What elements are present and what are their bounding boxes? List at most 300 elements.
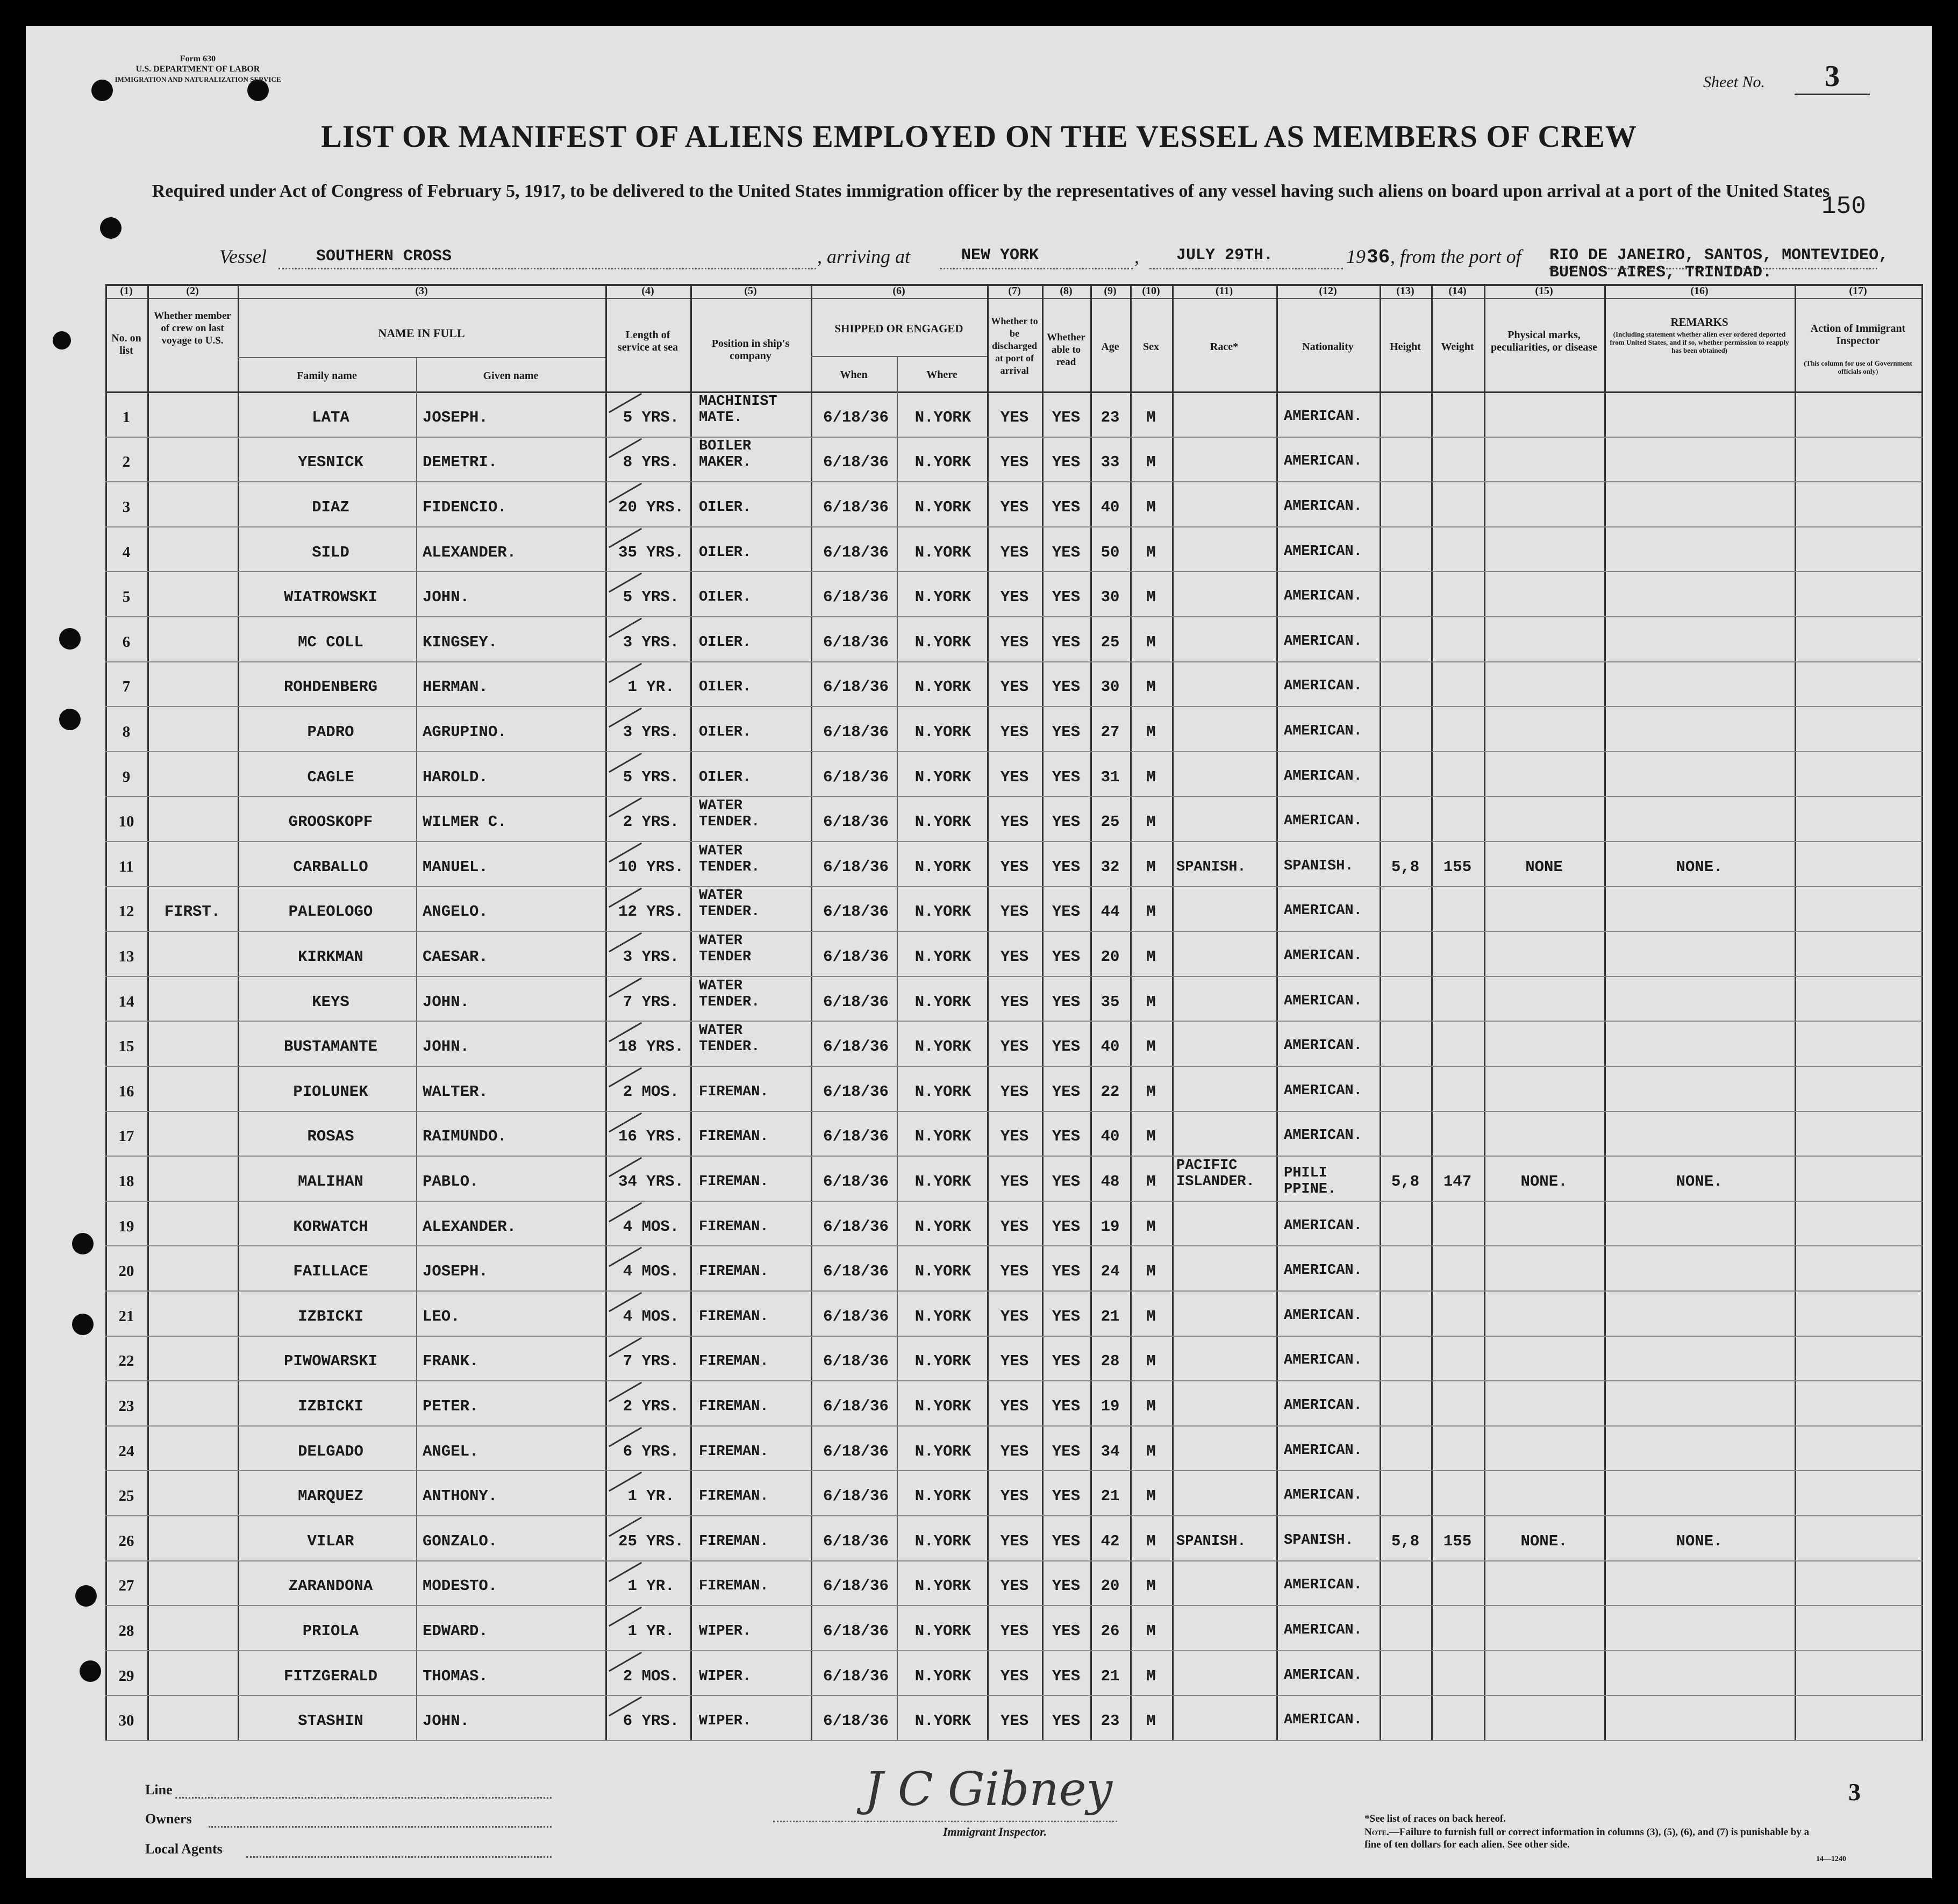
cell-read: YES xyxy=(1052,678,1081,696)
cell-no: 28 xyxy=(118,1622,134,1639)
cell-no: 27 xyxy=(118,1577,134,1595)
cell-no: 4 xyxy=(122,543,131,561)
row-divider xyxy=(105,661,1923,662)
cell-sex: M xyxy=(1146,1622,1156,1640)
cell-height: 5,8 xyxy=(1391,858,1420,876)
row-divider xyxy=(105,1605,1923,1606)
cell-sex: M xyxy=(1146,588,1156,607)
cell-family: ZARANDONA xyxy=(288,1577,373,1595)
cell-given: ANGEL. xyxy=(423,1442,479,1460)
binder-hole xyxy=(72,1233,94,1254)
cell-where: N.YORK xyxy=(914,768,971,786)
cell-sex: M xyxy=(1146,1532,1156,1550)
cell-weight: 147 xyxy=(1443,1173,1472,1190)
cell-discharged: YES xyxy=(1000,408,1029,426)
row-divider xyxy=(105,1021,1923,1022)
cell-where: N.YORK xyxy=(914,633,971,651)
cell-where: N.YORK xyxy=(914,858,971,876)
cell-read: YES xyxy=(1052,408,1081,426)
cell-given: ANTHONY. xyxy=(423,1487,498,1506)
cell-nationality: AMERICAN. xyxy=(1284,408,1362,425)
cell-service: 1 YR. xyxy=(627,1577,675,1595)
cell-family: CARBALLO xyxy=(293,858,368,876)
form-service: IMMIGRATION AND NATURALIZATION SERVICE xyxy=(115,75,281,83)
cell-nationality: AMERICAN. xyxy=(1284,453,1362,470)
cell-given: ANGELO. xyxy=(423,903,488,921)
col-number: (9) xyxy=(1104,285,1117,297)
cell-discharged: YES xyxy=(1000,1487,1029,1506)
col-header-shipped: SHIPPED OR ENGAGED xyxy=(834,322,963,335)
cell-discharged: YES xyxy=(1000,498,1029,516)
cell-read: YES xyxy=(1052,723,1081,741)
sheet-label: Sheet No. xyxy=(1703,73,1765,91)
cell-when: 6/18/36 xyxy=(823,1622,889,1640)
cell-where: N.YORK xyxy=(914,1712,971,1730)
cell-given: MODESTO. xyxy=(423,1577,498,1595)
cell-read: YES xyxy=(1052,1263,1081,1281)
col-header-family-name: Family name xyxy=(297,370,357,382)
cell-service: 6 YRS. xyxy=(623,1442,680,1460)
cell-position: MAKER. xyxy=(699,454,752,471)
cell-where: N.YORK xyxy=(914,1217,971,1236)
cell-when: 6/18/36 xyxy=(823,1532,889,1550)
arrival-date: JULY 29TH. xyxy=(1176,246,1274,265)
cell-age: 50 xyxy=(1101,543,1120,561)
cell-given: JOHN. xyxy=(423,993,470,1011)
col-header-position: Position in ship's company xyxy=(711,338,790,362)
cell-where: N.YORK xyxy=(914,1263,971,1281)
cell-position: WATER xyxy=(699,1023,743,1039)
cell-position: FIREMAN. xyxy=(699,1308,769,1325)
cell-service: 16 YRS. xyxy=(618,1128,684,1146)
cell-no: 13 xyxy=(118,948,134,965)
cell-where: N.YORK xyxy=(914,678,971,696)
cell-age: 23 xyxy=(1101,408,1120,426)
cell-where: N.YORK xyxy=(914,1038,971,1056)
cell-no: 14 xyxy=(118,993,134,1010)
manifest-page xyxy=(26,26,1932,1878)
col-number: (4) xyxy=(641,285,654,297)
cell-nationality: AMERICAN. xyxy=(1284,588,1362,605)
cell-read: YES xyxy=(1052,1622,1081,1640)
cell-read: YES xyxy=(1052,1217,1081,1236)
cell-no: 25 xyxy=(118,1487,134,1505)
cell-nationality: AMERICAN. xyxy=(1284,1352,1362,1369)
cell-age: 21 xyxy=(1101,1307,1120,1325)
cell-when: 6/18/36 xyxy=(823,813,889,831)
cell-service: 7 YRS. xyxy=(623,1352,680,1371)
cell-marks: NONE. xyxy=(1520,1532,1568,1550)
cell-given: ALEXANDER. xyxy=(423,1217,517,1236)
cell-no: 5 xyxy=(122,588,131,606)
cell-position: TENDER. xyxy=(699,814,760,831)
cell-age: 21 xyxy=(1101,1667,1120,1685)
cell-position: TENDER xyxy=(699,949,752,965)
cell-sex: M xyxy=(1146,768,1156,786)
cell-read: YES xyxy=(1052,903,1081,921)
cell-family: FAILLACE xyxy=(293,1263,368,1281)
cell-nationality: AMERICAN. xyxy=(1284,678,1362,695)
col-header-remarks: REMARKS xyxy=(1670,316,1728,329)
cell-read: YES xyxy=(1052,858,1081,876)
cell-discharged: YES xyxy=(1000,768,1029,786)
cell-family: DELGADO xyxy=(298,1442,363,1460)
cell-given: MANUEL. xyxy=(423,858,488,876)
cell-when: 6/18/36 xyxy=(823,1352,889,1371)
cell-service: 2 YRS. xyxy=(623,813,680,831)
col-header-race: Race* xyxy=(1210,341,1239,353)
cell-when: 6/18/36 xyxy=(823,993,889,1011)
cell-family: PADRO xyxy=(307,723,354,741)
cell-when: 6/18/36 xyxy=(823,633,889,651)
cell-nationality: AMERICAN. xyxy=(1284,1217,1362,1234)
cell-family: IZBICKI xyxy=(298,1397,363,1415)
cell-age: 33 xyxy=(1101,453,1120,472)
form-reference xyxy=(96,54,300,84)
row-divider xyxy=(105,1515,1923,1516)
cell-family: MC COLL xyxy=(298,633,363,651)
cell-sex: M xyxy=(1146,1712,1156,1730)
cell-discharged: YES xyxy=(1000,1667,1029,1685)
cell-nationality: AMERICAN. xyxy=(1284,993,1362,1009)
cell-when: 6/18/36 xyxy=(823,858,889,876)
cell-position: WATER xyxy=(699,933,743,949)
cell-sex: M xyxy=(1146,1128,1156,1146)
arrival-port: NEW YORK xyxy=(961,246,1039,265)
cell-given: GONZALO. xyxy=(423,1532,498,1550)
cell-discharged: YES xyxy=(1000,993,1029,1011)
cell-nationality: AMERICAN. xyxy=(1284,903,1362,919)
row-divider xyxy=(105,1380,1923,1381)
cell-discharged: YES xyxy=(1000,1038,1029,1056)
cell-when: 6/18/36 xyxy=(823,948,889,966)
cell-nationality: AMERICAN. xyxy=(1284,1128,1362,1144)
cell-discharged: YES xyxy=(1000,948,1029,966)
cell-position: WATER xyxy=(699,978,743,994)
cell-where: N.YORK xyxy=(914,1397,971,1415)
binder-hole xyxy=(59,709,81,730)
cell-read: YES xyxy=(1052,1352,1081,1371)
cell-family: PIOLUNEK xyxy=(293,1082,368,1101)
form-department: U.S. DEPARTMENT OF LABOR xyxy=(135,65,260,74)
cell-position: WATER xyxy=(699,843,743,859)
cell-nationality: AMERICAN. xyxy=(1284,1577,1362,1594)
cell-given: DEMETRI. xyxy=(423,453,498,472)
cell-where: N.YORK xyxy=(914,903,971,921)
col-number: (10) xyxy=(1142,285,1160,297)
cell-where: N.YORK xyxy=(914,993,971,1011)
cell-read: YES xyxy=(1052,1667,1081,1685)
binder-hole xyxy=(75,1585,97,1607)
cell-family: MARQUEZ xyxy=(298,1487,363,1506)
races-note: *See list of races on back hereof. xyxy=(1364,1813,1506,1824)
cell-position: TENDER. xyxy=(699,904,760,921)
binder-hole xyxy=(80,1660,101,1682)
cell-age: 40 xyxy=(1101,1128,1120,1146)
cell-no: 26 xyxy=(118,1532,134,1550)
row-divider xyxy=(105,1290,1923,1292)
cell-given: JOHN. xyxy=(423,588,470,607)
cell-given: JOHN. xyxy=(423,1038,470,1056)
cell-where: N.YORK xyxy=(914,1487,971,1506)
cell-discharged: YES xyxy=(1000,1532,1029,1550)
cell-position: WATER xyxy=(699,888,743,904)
row-divider xyxy=(105,571,1923,572)
cell-read: YES xyxy=(1052,1442,1081,1460)
cell-discharged: YES xyxy=(1000,1263,1029,1281)
cell-age: 28 xyxy=(1101,1352,1120,1371)
cell-position: FIREMAN. xyxy=(699,1129,769,1145)
cell-no: 23 xyxy=(118,1397,134,1415)
page-count: 150 xyxy=(1821,192,1866,220)
col-number: (15) xyxy=(1535,285,1553,297)
cell-position: OILER. xyxy=(699,769,752,786)
cell-where: N.YORK xyxy=(914,1622,971,1640)
page-subtitle: Required under Act of Congress of February 5, 1917, to be delivered to the United States immigration officer by the representatives of any vessel having such aliens on board upon arrival at a port of the United States xyxy=(152,181,1830,201)
col-header-remarks-note: (Including statement whether alien ever ordered deported from United States, and if so, whether permission to reapply has been obtained) xyxy=(1610,330,1789,354)
row-divider xyxy=(105,1111,1923,1112)
col-header-where: Where xyxy=(926,369,957,381)
comma: , xyxy=(1134,246,1139,267)
note-label: Note. xyxy=(1364,1827,1389,1838)
cell-race: ISLANDER. xyxy=(1176,1174,1255,1190)
cell-when: 6/18/36 xyxy=(823,1307,889,1325)
row-divider xyxy=(105,751,1923,752)
cell-remarks: NONE. xyxy=(1676,1532,1723,1550)
cell-remarks: NONE. xyxy=(1676,858,1723,876)
cell-sex: M xyxy=(1146,1487,1156,1506)
cell-age: 27 xyxy=(1101,723,1120,741)
cell-where: N.YORK xyxy=(914,588,971,607)
cell-weight: 155 xyxy=(1443,858,1472,876)
cell-read: YES xyxy=(1052,1128,1081,1146)
cell-discharged: YES xyxy=(1000,1128,1029,1146)
cell-sex: M xyxy=(1146,1577,1156,1595)
cell-no: 17 xyxy=(118,1128,134,1145)
cell-age: 20 xyxy=(1101,948,1120,966)
cell-sex: M xyxy=(1146,633,1156,651)
col-header-read: Whether able to read xyxy=(1047,332,1085,368)
cell-position: WIPER. xyxy=(699,1623,752,1639)
footer xyxy=(26,1741,1932,1878)
cell-read: YES xyxy=(1052,1173,1081,1190)
cell-position: BOILER xyxy=(699,438,752,455)
cell-no: 3 xyxy=(122,498,131,516)
cell-read: YES xyxy=(1052,543,1081,561)
cell-sex: M xyxy=(1146,903,1156,921)
arriving-label: , arriving at xyxy=(817,246,911,267)
cell-race: PACIFIC xyxy=(1176,1158,1238,1174)
cell-family: ROHDENBERG xyxy=(283,678,378,696)
cell-sex: M xyxy=(1146,858,1156,876)
col-number: (13) xyxy=(1396,285,1414,297)
col-number: (2) xyxy=(186,285,199,297)
row-divider xyxy=(105,886,1923,887)
cell-when: 6/18/36 xyxy=(823,498,889,516)
cell-given: JOSEPH. xyxy=(423,408,488,426)
cell-given: KINGSEY. xyxy=(423,633,498,651)
cell-discharged: YES xyxy=(1000,543,1029,561)
cell-when: 6/18/36 xyxy=(823,408,889,426)
sheet-number: 3 xyxy=(1795,59,1870,95)
col-number: (17) xyxy=(1849,285,1867,297)
cell-nationality: AMERICAN. xyxy=(1284,723,1362,739)
cell-sex: M xyxy=(1146,453,1156,472)
cell-nationality: AMERICAN. xyxy=(1284,1263,1362,1279)
year-prefix: 19 xyxy=(1346,246,1366,267)
cell-marks: NONE xyxy=(1525,858,1563,876)
cell-position: FIREMAN. xyxy=(699,1353,769,1370)
cell-nationality: AMERICAN. xyxy=(1284,633,1362,650)
row-divider xyxy=(105,526,1923,527)
cell-age: 25 xyxy=(1101,813,1120,831)
col-number: (1) xyxy=(120,285,133,297)
cell-no: 18 xyxy=(118,1173,134,1190)
cell-read: YES xyxy=(1052,1038,1081,1056)
cell-given: RAIMUNDO. xyxy=(423,1128,507,1146)
cell-given: FRANK. xyxy=(423,1352,479,1371)
col-header-no: No. on list xyxy=(111,332,141,356)
cell-service: 8 YRS. xyxy=(623,453,680,472)
cell-nationality: AMERICAN. xyxy=(1284,1442,1362,1459)
cell-service: 3 YRS. xyxy=(623,948,680,966)
cell-family: KORWATCH xyxy=(293,1217,368,1236)
col-number: (6) xyxy=(892,285,905,297)
col-header-height: Height xyxy=(1390,341,1421,353)
cell-nationality: SPANISH. xyxy=(1284,858,1354,874)
cell-position: FIREMAN. xyxy=(699,1443,769,1460)
cell-height: 5,8 xyxy=(1391,1173,1420,1190)
cell-family: KEYS xyxy=(312,993,349,1011)
row-divider xyxy=(105,1650,1923,1651)
cell-nationality: AMERICAN. xyxy=(1284,948,1362,964)
cell-position: OILER. xyxy=(699,544,752,561)
cell-given: HAROLD. xyxy=(423,768,488,786)
cell-given: ALEXANDER. xyxy=(423,543,517,561)
col-header-last-voyage: Whether member of crew on last voyage to U.S. xyxy=(154,310,231,346)
cell-given: HERMAN. xyxy=(423,678,488,696)
cell-age: 21 xyxy=(1101,1487,1120,1506)
cell-when: 6/18/36 xyxy=(823,1263,889,1281)
cell-read: YES xyxy=(1052,1577,1081,1595)
cell-nationality: AMERICAN. xyxy=(1284,813,1362,830)
col-number: (8) xyxy=(1060,285,1073,297)
cell-position: WIPER. xyxy=(699,1713,752,1730)
cell-position: FIREMAN. xyxy=(699,1218,769,1235)
col-header-sex: Sex xyxy=(1143,341,1159,353)
cell-discharged: YES xyxy=(1000,1307,1029,1325)
cell-prev: FIRST. xyxy=(164,903,221,921)
cell-sex: M xyxy=(1146,813,1156,831)
cell-position: OILER. xyxy=(699,634,752,651)
col-header-when: When xyxy=(840,369,868,381)
col-header-given-name: Given name xyxy=(483,370,539,382)
row-divider xyxy=(105,1066,1923,1067)
cell-given: FIDENCIO. xyxy=(423,498,507,516)
cell-position: MATE. xyxy=(699,409,743,426)
cell-read: YES xyxy=(1052,813,1081,831)
cell-no: 19 xyxy=(118,1217,134,1235)
row-divider xyxy=(105,1245,1923,1246)
cell-read: YES xyxy=(1052,1307,1081,1325)
row-divider xyxy=(105,1560,1923,1561)
cell-read: YES xyxy=(1052,1712,1081,1730)
cell-no: 20 xyxy=(118,1263,134,1280)
cell-service: 1 YR. xyxy=(627,1487,675,1506)
from-ports-line2: BUENOS AIRES, TRINIDAD. xyxy=(1549,263,1773,282)
crew-table xyxy=(105,284,1923,1741)
cell-discharged: YES xyxy=(1000,858,1029,876)
cell-service: 4 MOS. xyxy=(623,1217,680,1236)
col-header-weight: Weight xyxy=(1441,341,1474,353)
cell-when: 6/18/36 xyxy=(823,1577,889,1595)
cell-sex: M xyxy=(1146,993,1156,1011)
cell-position: OILER. xyxy=(699,679,752,696)
cell-service: 35 YRS. xyxy=(618,543,684,561)
cell-given: PABLO. xyxy=(423,1173,479,1190)
cell-nationality: AMERICAN. xyxy=(1284,1397,1362,1414)
cell-sex: M xyxy=(1146,723,1156,741)
cell-given: JOSEPH. xyxy=(423,1263,488,1281)
cell-age: 40 xyxy=(1101,1038,1120,1056)
cell-position: MACHINIST xyxy=(699,393,777,410)
vessel-label: Vessel xyxy=(219,246,267,267)
cell-where: N.YORK xyxy=(914,1667,971,1685)
cell-position: OILER. xyxy=(699,500,752,516)
cell-nationality: PHILI xyxy=(1284,1165,1328,1181)
cell-service: 2 YRS. xyxy=(623,1397,680,1415)
binder-hole xyxy=(59,628,81,650)
row-divider xyxy=(105,481,1923,482)
cell-given: THOMAS. xyxy=(423,1667,488,1685)
cell-discharged: YES xyxy=(1000,1082,1029,1101)
cell-nationality: AMERICAN. xyxy=(1284,1082,1362,1099)
form-number: Form 630 xyxy=(180,54,216,63)
cell-when: 6/18/36 xyxy=(823,453,889,472)
cell-family: MALIHAN xyxy=(298,1173,363,1190)
binder-hole xyxy=(53,331,71,350)
cell-given: WILMER C. xyxy=(423,813,507,831)
line-label: Line xyxy=(145,1782,173,1798)
cell-position: OILER. xyxy=(699,724,752,740)
row-divider xyxy=(105,796,1923,797)
cell-family: YESNICK xyxy=(298,453,363,472)
cell-no: 29 xyxy=(118,1667,134,1685)
cell-nationality: AMERICAN. xyxy=(1284,1307,1362,1324)
cell-position: WATER xyxy=(699,798,743,815)
cell-service: 1 YR. xyxy=(627,678,675,696)
cell-sex: M xyxy=(1146,1263,1156,1281)
cell-age: 22 xyxy=(1101,1082,1120,1101)
cell-age: 42 xyxy=(1101,1532,1120,1550)
cell-sex: M xyxy=(1146,1217,1156,1236)
cell-position: FIREMAN. xyxy=(699,1488,769,1505)
cell-read: YES xyxy=(1052,993,1081,1011)
cell-family: PIWOWARSKI xyxy=(283,1352,378,1371)
cell-read: YES xyxy=(1052,768,1081,786)
cell-height: 5,8 xyxy=(1391,1532,1420,1550)
cell-nationality: AMERICAN. xyxy=(1284,498,1362,515)
cell-discharged: YES xyxy=(1000,1217,1029,1236)
cell-when: 6/18/36 xyxy=(823,1487,889,1506)
cell-nationality: SPANISH. xyxy=(1284,1532,1354,1549)
note-text: —Failure to furnish full or correct information in columns (3), (5), (6), and (7) is punishable by a fine of ten dollars for each alien. See other side. xyxy=(1364,1827,1810,1850)
cell-where: N.YORK xyxy=(914,1128,971,1146)
col-header-age: Age xyxy=(1101,341,1119,353)
row-divider xyxy=(105,1156,1923,1157)
footer-sheet-mark: 3 xyxy=(1848,1778,1861,1806)
cell-family: PRIOLA xyxy=(302,1622,359,1640)
